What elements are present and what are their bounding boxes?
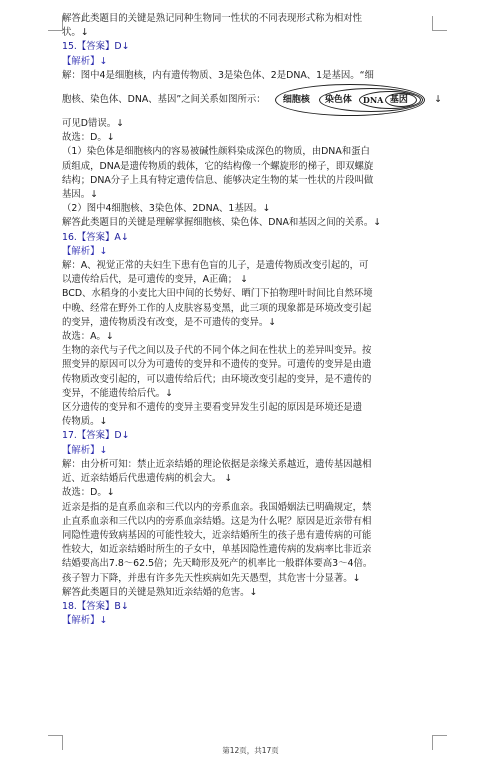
text-block [62,117,442,628]
text-line: 传物质改变引起的，可以遗传给后代；由环境改变引起的变异，是不遗传的 [62,373,372,385]
text-line: （2）图中4细胞核、3染色体、2DNA、1基因。↓ [62,203,271,215]
text-line: 解：由分析可知：禁止近亲结婚的理论依据是亲缘关系越近，遗传基因越相 [62,458,372,470]
crop-mark-top-left [48,16,63,31]
diagram-tail: ↓ [434,93,442,105]
nested-ellipse-diagram [275,84,425,116]
text-line: 结构；DNA分子上具有特定遗传信息、能够决定生物的某一性状的片段叫做 [62,174,374,186]
text-line: 性较大，如近亲结婚时所生的子女中，单基因隐性遗传病的发病率比非近亲 [62,544,372,556]
text-line: 结婚要高出7.8～62.5倍；先天畸形及死产的机率比一般群体要高3～4倍。 [62,558,373,570]
text-line: 生物的亲代与子代之间以及子代的不同个体之间在性状上的差异叫变异。按 [62,345,372,357]
answer-heading: 16.【答案】A↓ [62,231,129,243]
text-line: 解答此类题目的关键是熟记同种生物同一性状的不同表现形式称为相对性 [62,13,363,24]
label-dna: DNA [362,95,384,106]
text-line: 状。↓ [62,27,89,39]
label-gene: 基因 [389,95,408,106]
text-line: 解：图中4是细胞核，内有遗传物质、3是染色体、2是DNA、1是基因。“细 [62,69,374,81]
diagram-caption: 胞核、染色体、DNA、基因”之间关系如图所示： [62,93,266,105]
label-chromosome: 染色体 [324,95,352,106]
text-line: 变异，不能遗传给后代。↓ [62,387,173,399]
text-line: 解答此类题目的关键是理解掌握细胞核、染色体、DNA和基因之间的关系。↓ [62,217,382,229]
text-line: 故选：A。↓ [62,331,114,343]
page-footer: 第12页，共17页 [222,746,279,755]
answer-heading: 17.【答案】D↓ [62,430,130,442]
diagram-row [62,83,442,117]
analysis-heading: 【解析】↓ [62,55,108,67]
text-line: 以遗传给后代，是可遗传的变异，A正确； ↓ [62,274,249,286]
text-line: （1）染色体是细胞核内的容易被碱性颜料染成深色的物质，由DNA和蛋白 [62,146,370,158]
answer-heading: 15.【答案】D↓ [62,41,130,53]
text-line: 可见D错误。↓ [62,118,124,130]
text-line: 止直系血亲和三代以内的旁系血亲结婚。这是为什么呢？原因是近亲带有相 [62,515,372,527]
text-line: 孩子智力下降，并患有许多先天性疾病如先天愚型，其危害十分显著。↓ [62,572,361,584]
analysis-heading: 【解析】↓ [62,245,108,257]
text-line: 近、近亲结婚后代患遗传病的机会大。 ↓ [62,473,233,485]
text-line: 故选：D。↓ [62,487,115,499]
document-body [62,12,442,628]
text-line: 近亲是指的是直系血亲和三代以内的旁系血亲。我国婚姻法已明确规定，禁 [62,501,372,513]
text-line: 区分遗传的变异和不遗传的变异主要看变异发生引起的原因是环境还是遗 [62,402,363,414]
answer-heading: 18.【答案】B↓ [62,600,129,612]
analysis-heading: 【解析】↓ [62,444,108,456]
analysis-heading: 【解析】↓ [62,615,108,627]
text-line: 传物质。↓ [62,416,108,428]
text-line: 解：A、视觉正常的夫妇生下患有色盲的儿子，是遗传物质改变引起的，可 [62,260,369,272]
label-nucleus: 细胞核 [282,95,310,106]
text-line: 的变异，遗传物质没有改变，是不可遗传的变异。↓ [62,316,277,328]
text-line: 基因。↓ [62,189,98,201]
text-line: 中晚、经常在野外工作的人皮肤容易变黑，此三项的现象都是环境改变引起 [62,302,372,314]
text-line: 质组成，DNA是遗传物质的载体，它的结构像一个螺旋形的梯子，即双螺旋 [62,160,374,172]
text-line: 解答此类题目的关键是熟知近亲结婚的危害。↓ [62,586,258,598]
text-line: BCD、水稻身的小麦比大田中间的长势好、晒门下拍物理叶时间比自然环境 [62,288,373,300]
text-line: 故选：D。↓ [62,132,115,144]
text-line: 同隐性遗传致病基因的可能性较大，近亲结婚所生的孩子患有遗传病的可能 [62,529,372,541]
text-line: 照变异的原因可以分为可遗传的变异和不遗传的变异。可遗传的变异是由遗 [62,359,372,371]
